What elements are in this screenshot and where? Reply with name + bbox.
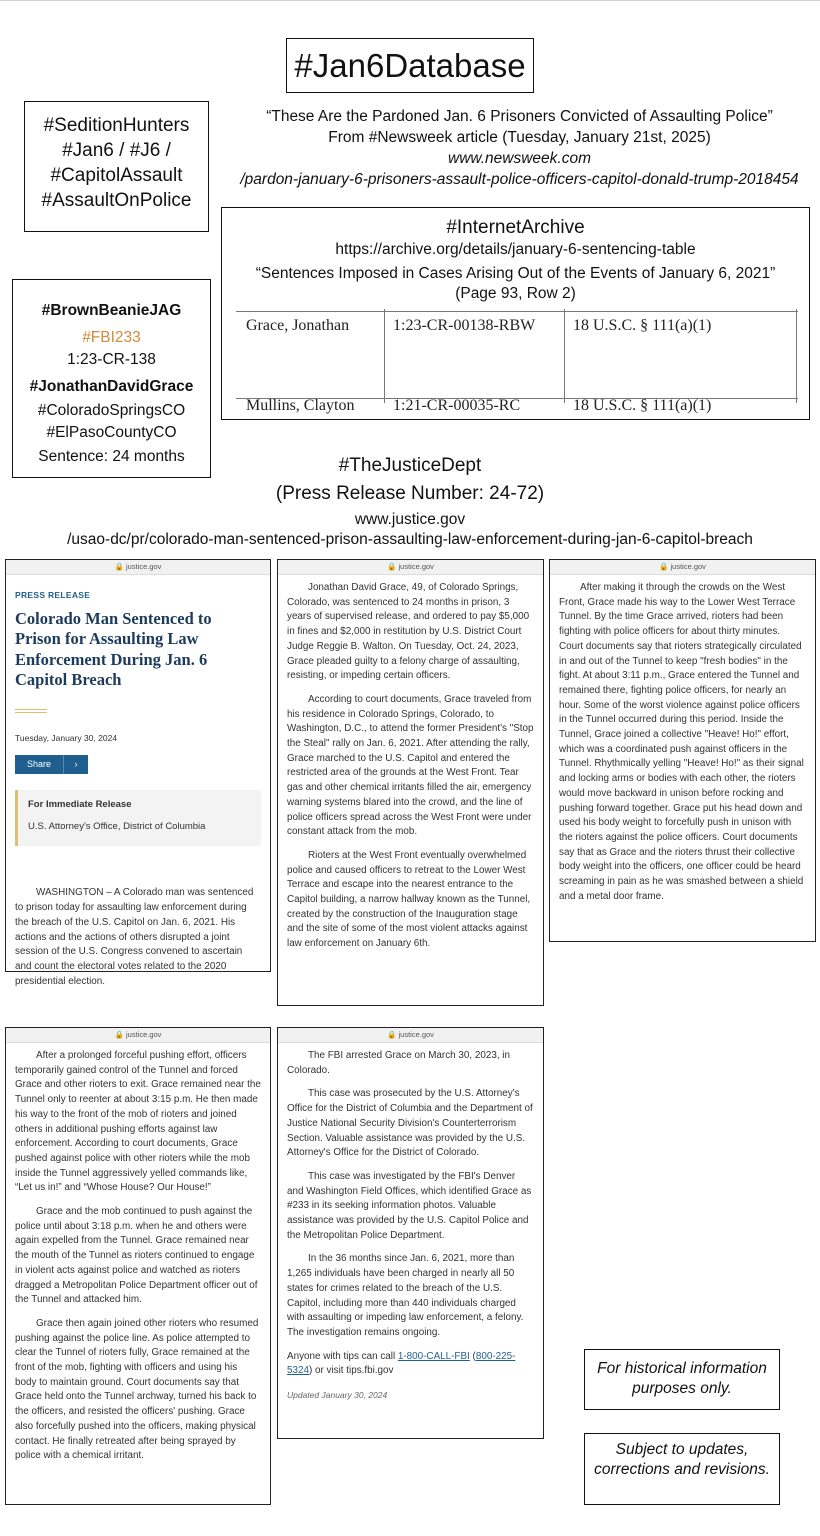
url-bar: 🔒 justice.gov	[278, 1028, 543, 1043]
doj-citation	[0, 452, 820, 550]
press-release-title: Colorado Man Sentenced to Prison for Assaulting Law Enforcement During Jan. 6 Capitol Breach	[15, 608, 212, 690]
url-bar: 🔒 justice.gov	[550, 560, 815, 575]
top-divider	[0, 0, 820, 1]
updated-date: Updated January 30, 2024	[287, 1390, 388, 1401]
body-paragraph: Grace and the mob continued to push against the police until about 3:18 p.m. when he and others were again expelled from the Tunnel. Grace remained near the mouth of the Tunnel as rioters continued to engage in violent acts against police and watched as rioters dragged a Metropolitan Police Department officer out of the Tunnel and attacked him.	[15, 1206, 258, 1306]
table-line	[236, 311, 798, 312]
body-paragraph: Rioters at the West Front eventually overwhelmed police and caused officers to retreat to the Lower West Terrace and escape into the nearest entrance to the Capitol building, a narrow hallway known as the Tunnel, created by the construction of the Inauguration stage and the site of some of the most violent attacks against law enforcement on January 6th.	[287, 849, 531, 950]
share-label: Share	[15, 755, 64, 774]
doj-tag: #TheJusticeDept	[338, 455, 482, 476]
table-cell-case: 1:21-CR-00035-RC	[393, 397, 521, 414]
hashtag: #AssaultOnPolice	[41, 190, 192, 211]
table-cell-statute: 18 U.S.C. § 111(a)(1)	[573, 317, 712, 334]
tips-text: Anyone with tips can call	[287, 1350, 398, 1362]
body-paragraph: WASHINGTON – A Colorado man was sentenced to prison today for assaulting law enforcement during the breach of the U.S. Capitol on Jan. 6, 2021. His actions and the actions of others disrupted a joint session of the U.S. Congress convened to ascertain and count the electoral votes related to the 2020 presidential election.	[15, 887, 254, 987]
archive-location: (Page 93, Row 2)	[455, 285, 576, 302]
body-paragraph: This case was prosecuted by the U.S. Attorney's Office for the District of Columbia and the Department of Justice National Security Division's Counterterrorism Section. Valuable assistance was provided by the U.S. Attorney's Office for the District of Colorado.	[287, 1088, 533, 1159]
archive-doc-title: “Sentences Imposed in Cases Arising Out of the Events of January 6, 2021”	[255, 265, 776, 282]
article-headline: “These Are the Pardoned Jan. 6 Prisoners Convicted of Assaulting Police”	[266, 108, 773, 125]
share-button[interactable]	[15, 755, 88, 774]
release-info	[15, 790, 261, 846]
url-bar: 🔒 justice.gov	[6, 560, 270, 575]
body-paragraph: According to court documents, Grace traveled from his residence in Colorado Springs, Colorado, to Washington, D.C., to attend the former President's "Stop the Steal" rally on Jan. 6, 2021. After attending the rally, Grace marched to the U.S. Capitol and entered the restricted area of the grounds at the West Front. Tear gas and other chemical irritants filled the air, emergency warning systems blared into the crowd, and the line of police officers spread across the West Front were under constant attack from the mob.	[287, 693, 534, 838]
table-line	[796, 309, 797, 403]
screenshot-panel-5	[277, 1027, 544, 1439]
body-paragraph: The FBI arrested Grace on March 30, 2023, in Colorado.	[287, 1050, 510, 1076]
screenshot-panel-4	[5, 1027, 271, 1505]
tips-text: (	[469, 1350, 476, 1362]
fbi-number-link[interactable]: 800-225-5324	[287, 1350, 516, 1377]
name-tag: #JonathanDavidGrace	[29, 378, 194, 395]
press-release-label: PRESS RELEASE	[15, 590, 91, 600]
press-release-number: (Press Release Number: 24-72)	[275, 483, 545, 504]
title-divider	[15, 709, 47, 713]
newsweek-citation	[222, 106, 817, 190]
body-paragraph: After making it through the crowds on the West Front, Grace made his way to the Lower West Terrace Tunnel. By the time Grace arrived, rioters had been fighting with police officers for about thirty minutes. Court documents say that rioters strategically circulated in and out of the Tunnel to keep "fresh bodies" in the fight. At about 3:11 p.m., Grace entered the Tunnel and remained there, fighting police officers, for nearly an hour. Some of the worst violence against police officers in the Tunnel occurred during this period. Inside the Tunnel, Grace joined a collective "Heave! Ho!" effort, which was a coordinated push against officers in the Tunnel. Rhythmically yelling "Heave! Ho!" as their signal and locking arms or bodies with each other, the rioters would move backward in unison before rocking and pushing forward together. Grace put his head down and used his body weight to forcefully push in unison with the rioters against the police officers. Court documents say that as Grace and the rioters thrust their collective body weight into the officers, one officer could be heard screaming in pain as he was smashed between a shield and a metal door frame.	[559, 582, 804, 902]
fbi-tag: #FBI233	[82, 329, 141, 346]
archive-tag: #InternetArchive	[446, 217, 585, 238]
sentencing-table-excerpt	[236, 309, 798, 414]
hashtag: #CapitolAssault	[50, 165, 183, 186]
fbi-phone-link[interactable]: 1-800-CALL-FBI	[397, 1350, 470, 1362]
screenshot-panel-1	[5, 559, 271, 987]
doj-domain: www.justice.gov	[354, 511, 466, 528]
body-paragraph: Jonathan David Grace, 49, of Colorado Springs, Colorado, was sentenced to 24 months in prison, 3 years of supervised release, and ordered to pay $5,000 in fines and $2,000 in restitution by U.S. District Court Judge Reggie B. Walton. On Tuesday, Oct. 24, 2023, Grace pleaded guilty to a felony charge of assaulting, resisting, or impeding certain officers.	[287, 582, 530, 682]
updates-note: Subject to updates, corrections and revisions.	[584, 1433, 780, 1505]
body-paragraph: After a prolonged forceful pushing effort, officers temporarily gained control of the Tunnel and forced Grace and other rioters to exit. Grace remained near the Tunnel only to reenter at about 3:15 p.m. He then made his way to the front of the mob of rioters and joined others in additional pushing efforts against law enforcement. According to court documents, Grace pushed against police with other rioters while the mob inside the Tunnel aggressively yelled commands like, “Let us in!” and “Whose House? Our House!”	[15, 1050, 261, 1194]
screenshot-panel-3	[549, 559, 816, 942]
county-tag: #ElPasoCountyCO	[46, 424, 177, 441]
hashtag: #SeditionHunters	[43, 115, 190, 136]
hashtag-box	[24, 101, 209, 232]
hashtag: #Jan6 / #J6 /	[62, 140, 171, 161]
body-paragraph: This case was investigated by the FBI's Denver and Washington Field Offices, which identified Grace as #233 in its seeking information photos. Valuable assistance was provided by the U.S. Capitol Police and the Metropolitan Police Department.	[287, 1170, 532, 1241]
url-bar: 🔒 justice.gov	[278, 560, 543, 575]
person-box	[12, 279, 211, 478]
tips-text: ) or visit tips.fbi.gov	[308, 1365, 394, 1377]
article-path: /pardon-january-6-prisoners-assault-police-officers-capitol-donald-trump-2018454	[240, 171, 799, 188]
table-line	[564, 309, 565, 403]
archive-url: https://archive.org/details/january-6-sentencing-table	[335, 241, 696, 258]
article-domain: www.newsweek.com	[448, 150, 591, 167]
table-cell-name: Mullins, Clayton	[246, 397, 355, 414]
table-line	[384, 309, 385, 403]
table-cell-statute: 18 U.S.C. § 111(a)(1)	[573, 397, 712, 414]
table-cell-name: Grace, Jonathan	[246, 317, 350, 334]
alias-tag: #BrownBeanieJAG	[41, 302, 182, 319]
article-source: From #Newsweek article (Tuesday, January 21st, 2025)	[328, 129, 711, 146]
historical-note: For historical information purposes only.	[584, 1349, 780, 1410]
release-office: U.S. Attorney's Office, District of Columbia	[28, 821, 206, 833]
body-paragraph: Grace then again joined other rioters who resumed pushing against the police line. As police attempted to clear the Tunnel of rioters fully, Grace remained at the front of the mob, fighting with officers and using his body to maintain ground. Court documents say that Grace held onto the Tunnel archway, turned his back to the officers, and resisted the officers' pushing. Grace also forcefully pushed into the officers, making physical contact. He finally retreated after being sprayed by police with a chemical irritant.	[15, 1317, 259, 1462]
url-bar: 🔒 justice.gov	[6, 1028, 270, 1043]
case-number: 1:23-CR-138	[67, 351, 156, 368]
sentence: Sentence: 24 months	[38, 448, 185, 465]
release-title: For Immediate Release	[28, 799, 132, 811]
screenshot-panel-2	[277, 559, 544, 1006]
press-release-date: Tuesday, January 30, 2024	[15, 732, 118, 743]
internet-archive-box	[221, 207, 810, 420]
page-title: #Jan6Database	[286, 38, 534, 93]
chevron-right-icon: ›	[74, 759, 78, 770]
body-paragraph: In the 36 months since Jan. 6, 2021, more than 1,265 individuals have been charged in nearly all 50 states for crimes related to the breach of the U.S. Capitol, including more than 440 individuals charged with assaulting or impeding law enforcement, a felony. The investigation remains ongoing.	[287, 1253, 524, 1338]
tips-paragraph	[287, 1350, 534, 1379]
table-cell-case: 1:23-CR-00138-RBW	[393, 317, 536, 334]
doj-path: /usao-dc/pr/colorado-man-sentenced-prison-assaulting-law-enforcement-during-jan-6-capitol-breach	[67, 531, 753, 548]
city-tag: #ColoradoSpringsCO	[37, 402, 186, 419]
